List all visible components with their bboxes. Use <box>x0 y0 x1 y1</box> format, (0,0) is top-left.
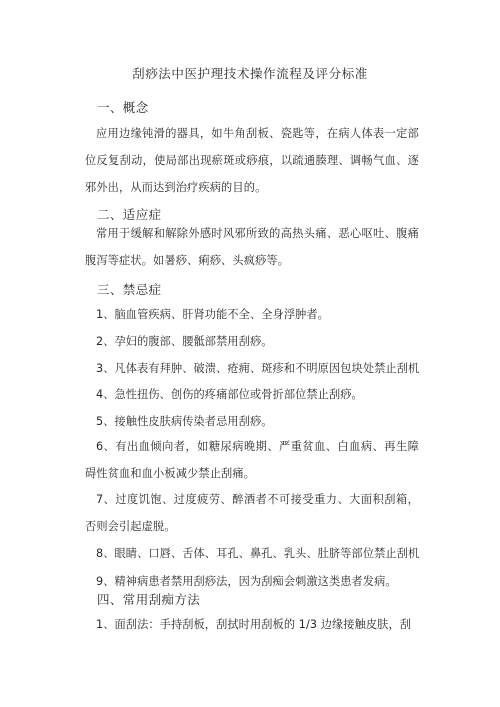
list-item: 5、接触性皮肤病传染者忌用刮痧。 <box>96 415 273 428</box>
section-heading-methods: 四、常用刮痴方法 <box>97 592 201 607</box>
section-heading-indications: 二、适应症 <box>97 207 162 222</box>
list-item: 4、急性扭伤、创伤的疼痛部位或骨折部位禁止刮痧。 <box>96 388 363 401</box>
list-item: 6、有出血倾向者，如糖尿病晚期、严重贫血、白血病、再生障碍性贫血和血小板减少禁止刮痛。 <box>85 440 419 480</box>
list-item: 1、脑血管疾病、肝肾功能不全、全身浮肿者。 <box>96 308 329 321</box>
list-item: 3、凡体表有拜肿、破溃、疮痈、斑疹和不明原因包块处禁止刮机 <box>96 362 420 375</box>
list-item: 1、面刮法：手持刮板，刮拭时用刮板的 1/3 边缘接触皮肤，刮 <box>96 618 412 631</box>
list-item: 7、过度饥饱、过度疲劳、醉酒者不可接受重力、大面积刮箱，否则会引起虚脱。 <box>85 493 419 533</box>
list-item: 8、眼睛、口唇、舌体、耳孔、鼻孔、乳头、肚脐等部位禁止刮机 <box>96 547 420 560</box>
list-item: 9、精神病患者禁用刮痧法，因为刮痴会刺激这类患者发病。 <box>96 575 397 588</box>
section-heading-contraindications: 三、禁忌症 <box>97 282 162 297</box>
list-item: 2、孕妇的腹部、腰骶部禁用刮痧。 <box>96 335 273 348</box>
document-title: 刮痧法中医护理技术操作流程及评分标准 <box>132 66 368 81</box>
concept-paragraph: 应用边缘钝滑的器具，如牛角刮板、瓷匙等，在病人体表一定部位反复刮动，使局部出现瘀斑或痧痕，以疏通腠理、调畅气血、逐邪外出，从而达到治疗疾病的目的。 <box>85 127 419 194</box>
section-heading-concept: 一、概念 <box>97 100 149 115</box>
indications-paragraph: 常用于缓解和解除外感时风邪所致的高热头痛、恶心呕吐、腹痛腹泻等症状。如暑痧、痢痧、头疯痧等。 <box>85 227 419 267</box>
